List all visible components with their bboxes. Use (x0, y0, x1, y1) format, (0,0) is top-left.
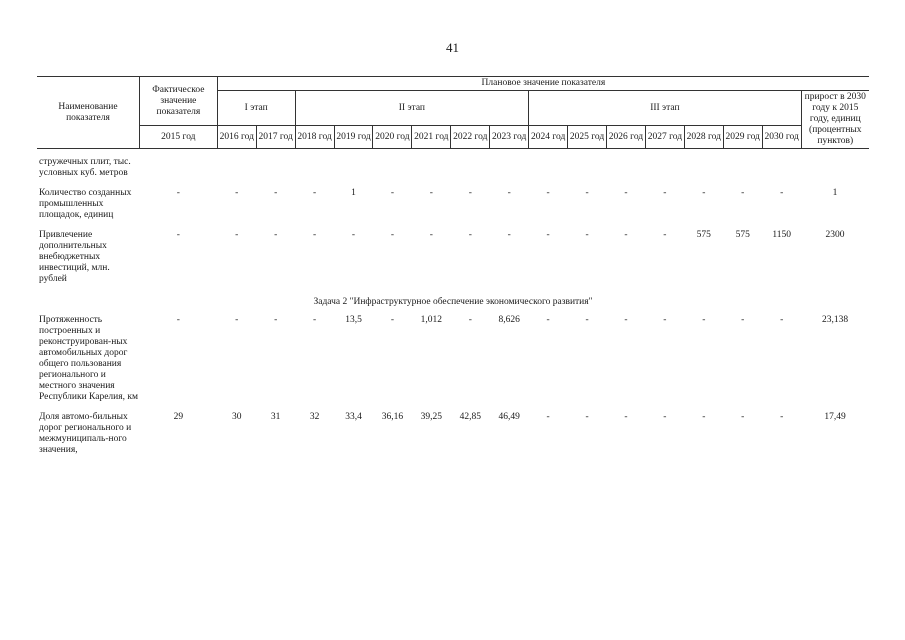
header-years-row (37, 126, 869, 149)
growth-value: 17,49 (824, 412, 846, 422)
header-year: 2030 год (762, 126, 801, 149)
year-value (217, 157, 256, 188)
year-value: - (468, 188, 472, 198)
year-value: - (585, 412, 589, 422)
year-value: - (313, 188, 317, 198)
year-value: - (390, 230, 395, 240)
base-value: - (176, 230, 180, 240)
header-year: 2024 год (529, 126, 568, 149)
indicator-name: Количество созданных промышленных площадок, единиц (39, 188, 132, 220)
year-value: 575 (735, 230, 750, 240)
year-value: - (741, 315, 745, 325)
header-year: 2020 год (373, 126, 412, 149)
year-value: 1 (351, 188, 356, 198)
year-value (490, 157, 529, 188)
year-value: 30 (231, 412, 242, 422)
year-value: - (624, 230, 628, 240)
growth-value: 2300 (825, 230, 845, 240)
header-year: 2021 год (412, 126, 451, 149)
year-value (568, 157, 607, 188)
header-base-year: 2015 год (139, 126, 217, 149)
header-year: 2022 год (451, 126, 490, 149)
year-value: 13,5 (345, 315, 362, 325)
year-value: - (429, 230, 433, 240)
year-value: - (585, 230, 589, 240)
header-year: 2018 год (295, 126, 334, 149)
indicator-name: Доля автомо-бильных дорог регионального и межмуниципаль-ного значения, (39, 412, 132, 455)
year-value: - (780, 188, 784, 198)
header-year: 2025 год (568, 126, 607, 149)
year-value (373, 157, 412, 188)
year-value: - (468, 315, 472, 325)
table-header (37, 77, 869, 149)
year-value (723, 157, 762, 188)
year-value: - (741, 412, 745, 422)
year-value: - (741, 188, 745, 198)
year-value (529, 157, 568, 188)
year-value: - (235, 315, 239, 325)
year-value: - (235, 188, 239, 198)
header-growth: прирост в 2030 году к 2015 году, единиц (процентных пунктов) (801, 91, 869, 149)
year-value: - (274, 230, 278, 240)
table-row (37, 157, 869, 188)
header-year: 2026 год (607, 126, 646, 149)
year-value: - (546, 315, 550, 325)
year-value (607, 157, 646, 188)
header-year: 2028 год (684, 126, 723, 149)
year-value: - (507, 230, 511, 240)
header-actual: Фактическое значение показателя (139, 77, 217, 126)
year-value: - (546, 188, 550, 198)
year-value: - (274, 188, 278, 198)
year-value: - (546, 412, 550, 422)
year-value: - (390, 315, 395, 325)
header-year: 2029 год (723, 126, 762, 149)
year-value: - (546, 230, 550, 240)
year-value (412, 157, 451, 188)
base-value: - (176, 188, 180, 198)
header-name: Наименование показателя (37, 77, 139, 149)
year-value: - (663, 230, 667, 240)
growth-value: 1 (832, 188, 838, 198)
growth-value: 23,138 (821, 315, 849, 325)
year-value (334, 157, 373, 188)
year-value: - (585, 188, 589, 198)
header-planned: Плановое значение показателя (217, 77, 869, 91)
year-value: 36,16 (381, 412, 404, 422)
header-stage-3: III этап (529, 91, 801, 126)
year-value: 32 (309, 412, 320, 422)
header-stage-2: II этап (295, 91, 529, 126)
year-value: - (507, 188, 511, 198)
year-value: - (702, 412, 706, 422)
year-value: 8,626 (498, 315, 520, 325)
year-value (762, 157, 801, 188)
indicator-name: стружечных плит, тыс. условных куб. метров (39, 157, 131, 178)
header-stage-1: I этап (217, 91, 295, 126)
table-row (37, 412, 869, 465)
year-value: 46,49 (498, 412, 520, 422)
year-value: - (468, 230, 472, 240)
year-value: - (235, 230, 239, 240)
table-row (37, 230, 869, 294)
year-value: - (313, 230, 317, 240)
year-value: - (429, 188, 433, 198)
year-value: - (780, 412, 784, 422)
header-year: 2017 год (256, 126, 295, 149)
table-row (37, 315, 869, 412)
year-value: - (585, 315, 589, 325)
year-value: - (702, 188, 706, 198)
year-value (645, 157, 684, 188)
year-value: 42,85 (459, 412, 481, 422)
year-value: - (624, 412, 628, 422)
year-value (256, 157, 295, 188)
year-value: - (390, 188, 395, 198)
growth-value (801, 157, 869, 188)
indicator-table (37, 76, 869, 465)
year-value: 1,012 (420, 315, 443, 325)
year-value (451, 157, 490, 188)
year-value: - (274, 315, 278, 325)
year-value: 1150 (772, 230, 791, 240)
year-value (295, 157, 334, 188)
page-number: 41 (446, 40, 459, 55)
year-value (684, 157, 723, 188)
base-value: 29 (173, 412, 184, 422)
year-value: 31 (270, 412, 281, 422)
year-value: - (624, 315, 628, 325)
year-value: 33,4 (345, 412, 362, 422)
task-heading: Задача 2 "Инфраструктурное обеспечение экономического развития" (313, 297, 593, 307)
year-value: - (313, 315, 317, 325)
indicator-name: Протяженность построенных и реконструирован-ных автомобильных дорог общего пользования регионального и местного значения Республики Карелия, км (39, 315, 138, 402)
year-value: - (663, 315, 667, 325)
base-value: - (176, 315, 180, 325)
header-year: 2027 год (645, 126, 684, 149)
table-body (37, 149, 869, 466)
year-value: - (663, 412, 667, 422)
year-value: 39,25 (420, 412, 443, 422)
header-year: 2023 год (490, 126, 529, 149)
year-value: - (624, 188, 628, 198)
indicator-name: Привлечение дополнительных внебюджетных инвестиций, млн. рублей (39, 230, 110, 284)
year-value: - (702, 315, 706, 325)
table-row (37, 188, 869, 230)
task-heading-row (37, 294, 869, 315)
header-year: 2016 год (217, 126, 256, 149)
year-value: - (780, 315, 784, 325)
year-value: - (351, 230, 356, 240)
year-value: 575 (696, 230, 711, 240)
header-year: 2019 год (334, 126, 373, 149)
year-value: - (663, 188, 667, 198)
base-value (139, 157, 217, 188)
